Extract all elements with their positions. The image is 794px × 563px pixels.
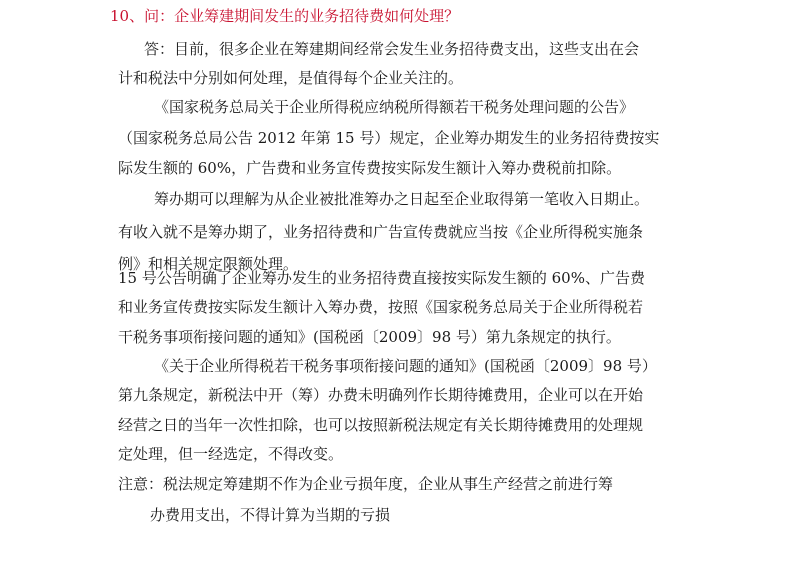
question-title: 10、问：企业筹建期间发生的业务招待费如何处理？	[110, 7, 460, 25]
circular-98-line-1: 《关于企业所得税若干税务事项衔接问题的通知》(国税函〔2009〕98 号）	[154, 357, 657, 375]
circular-98-line-4: 定处理，但一经选定，不得改变。	[118, 445, 344, 463]
announcement-line-2: （国家税务总局公告 2012 年第 15 号）规定，企业筹办期发生的业务招待费按实	[118, 129, 660, 147]
notice-15-line-2: 和业务宣传费按实际发生额计入筹办费，按照《国家税务总局关于企业所得税若	[118, 298, 644, 316]
answer-line-2: 计和税法中分别如何处理，是值得每个企业关注的。	[118, 69, 464, 87]
answer-line-1: 答：目前，很多企业在筹建期间经常会发生业务招待费支出，这些支出在会	[144, 40, 640, 58]
announcement-line-1: 《国家税务总局关于企业所得税应纳税所得额若干税务处理问题的公告》	[154, 98, 635, 116]
circular-98-line-3: 经营之日的当年一次性扣除，也可以按照新税法规定有关长期待摊费用的处理规	[118, 416, 644, 434]
preparation-period-line-1: 筹办期可以理解为从企业被批准筹办之日起至企业取得第一笔收入日期止。	[154, 190, 650, 208]
preparation-period-line-2: 有收入就不是筹办期了，业务招待费和广告宣传费就应当按《企业所得税实施条	[118, 223, 644, 241]
notice-15-line-3: 干税务事项衔接问题的通知》(国税函〔2009〕98 号）第九条规定的执行。	[118, 328, 621, 346]
announcement-line-3: 际发生额的 60%，广告费和业务宣传费按实际发生额计入筹办费税前扣除。	[118, 159, 622, 177]
preparation-period-line-3: 例》和相关规定限额处理。	[118, 255, 299, 273]
note-line-2: 办费用支出，不得计算为当期的亏损	[150, 506, 391, 524]
note-line-1: 注意：税法规定筹建期不作为企业亏损年度，企业从事生产经营之前进行筹	[118, 475, 614, 493]
notice-15-line-1: 15 号公告明确了企业筹办发生的业务招待费直接按实际发生额的 60%、广告费	[118, 269, 645, 287]
circular-98-line-2: 第九条规定，新税法中开（筹）办费未明确列作长期待摊费用，企业可以在开始	[118, 386, 644, 404]
